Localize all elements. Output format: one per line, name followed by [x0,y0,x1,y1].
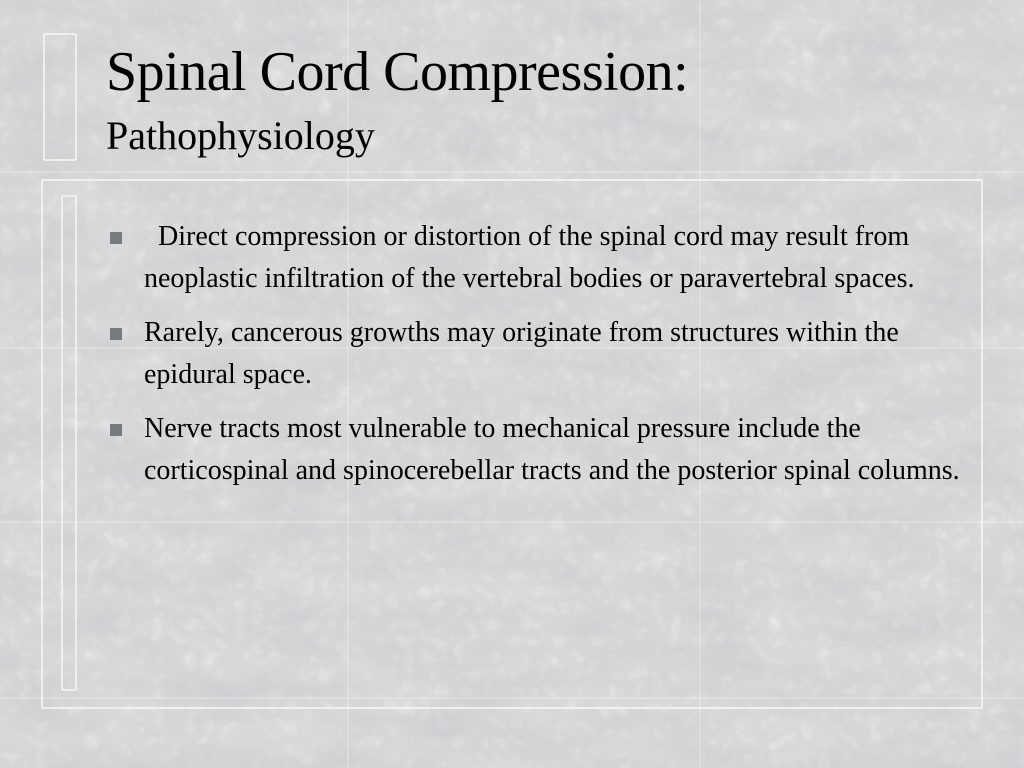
slide-subtitle: Pathophysiology [106,113,375,158]
bullet-list [104,216,964,504]
bullet-text: Direct compression or distortion of the spinal cord may result from neoplastic infiltration of the vertebral bodies or paravertebral spaces. [144,221,915,294]
square-bullet-icon [110,232,122,244]
slide-title: Spinal Cord Compression: [106,41,689,103]
bullet-item [104,216,964,300]
square-bullet-icon [110,328,122,340]
bullet-item [104,312,964,396]
slide-title-block [106,40,986,160]
bullet-text: Nerve tracts most vulnerable to mechanical pressure include the corticospinal and spinocerebellar tracts and the posterior spinal columns. [144,413,960,486]
square-bullet-icon [110,424,122,436]
bullet-item [104,408,964,492]
bullet-text: Rarely, cancerous growths may originate from structures within the epidural space. [144,317,899,390]
